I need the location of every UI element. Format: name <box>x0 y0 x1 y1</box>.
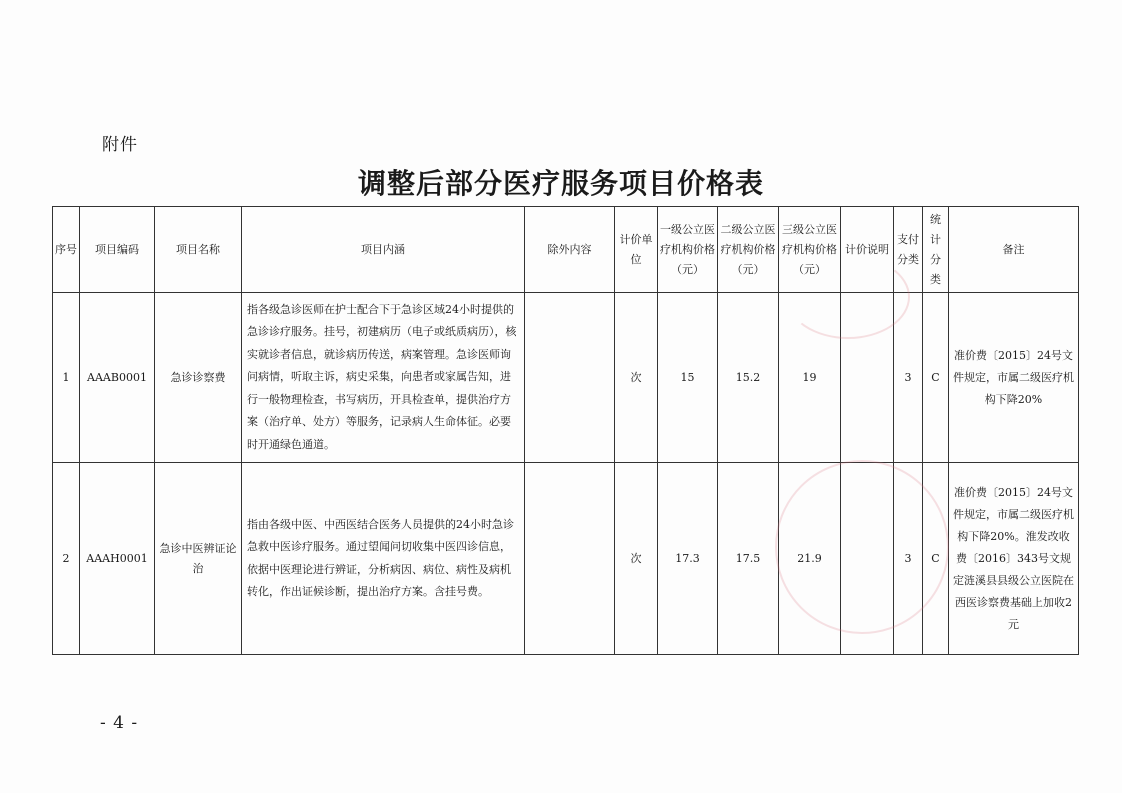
header-pricing-note: 计价说明 <box>841 207 894 293</box>
cell-stat-class: C <box>923 463 949 655</box>
cell-exclusions <box>525 293 615 463</box>
cell-price-level3: 21.9 <box>779 463 841 655</box>
table-row <box>53 293 1079 463</box>
header-seq: 序号 <box>53 207 80 293</box>
cell-unit: 次 <box>615 293 658 463</box>
cell-exclusions <box>525 463 615 655</box>
cell-price-level2: 15.2 <box>718 293 779 463</box>
cell-pricing-note <box>841 463 894 655</box>
cell-name: 急诊诊察费 <box>155 293 242 463</box>
cell-pricing-note <box>841 293 894 463</box>
cell-price-level1: 17.3 <box>658 463 718 655</box>
table-header-row <box>53 207 1079 293</box>
page-title: 调整后部分医疗服务项目价格表 <box>357 167 764 200</box>
cell-content: 指由各级中医、中西医结合医务人员提供的24小时急诊急救中医诊疗服务。通过望闻问切收集中医四诊信息，依据中医理论进行辨证，分析病因、病位、病性及病机转化，作出证候诊断，提出治疗方案。含挂号费。 <box>242 463 525 655</box>
header-price-level2: 二级公立医疗机构价格（元） <box>718 207 779 293</box>
header-price-level3: 三级公立医疗机构价格（元） <box>779 207 841 293</box>
header-payment-class: 支付分类 <box>894 207 923 293</box>
cell-unit: 次 <box>615 463 658 655</box>
attachment-label: 附件 <box>102 135 138 155</box>
cell-code: AAAH0001 <box>80 463 155 655</box>
header-unit: 计价单位 <box>615 207 658 293</box>
cell-price-level3: 19 <box>779 293 841 463</box>
cell-name: 急诊中医辨证论治 <box>155 463 242 655</box>
header-code: 项目编码 <box>80 207 155 293</box>
price-table <box>52 206 1079 655</box>
cell-remark: 准价费〔2015〕24号文件规定，市属二级医疗机构下降20%。淮发改收费〔2016〕343号文规定涟溪县县级公立医院在西医诊察费基础上加收2元 <box>949 463 1079 655</box>
cell-price-level2: 17.5 <box>718 463 779 655</box>
header-stat-class: 统计分类 <box>923 207 949 293</box>
page-number: - 4 - <box>100 713 139 733</box>
cell-stat-class: C <box>923 293 949 463</box>
cell-price-level1: 15 <box>658 293 718 463</box>
cell-seq: 2 <box>53 463 80 655</box>
cell-payment-class: 3 <box>894 293 923 463</box>
cell-seq: 1 <box>53 293 80 463</box>
cell-payment-class: 3 <box>894 463 923 655</box>
header-name: 项目名称 <box>155 207 242 293</box>
header-price-level1: 一级公立医疗机构价格（元） <box>658 207 718 293</box>
header-exclusions: 除外内容 <box>525 207 615 293</box>
cell-content: 指各级急诊医师在护士配合下于急诊区域24小时提供的急诊诊疗服务。挂号，初建病历（电子或纸质病历），核实就诊者信息，就诊病历传送，病案管理。急诊医师询问病情，听取主诉，病史采集，向患者或家属告知，进行一般物理检查，书写病历，开具检查单，提供治疗方案（治疗单、处方）等服务，记录病人生命体征。必要时开通绿色通道。 <box>242 293 525 463</box>
cell-code: AAAB0001 <box>80 293 155 463</box>
header-remark: 备注 <box>949 207 1079 293</box>
table-row <box>53 463 1079 655</box>
cell-remark: 准价费〔2015〕24号文件规定，市属二级医疗机构下降20% <box>949 293 1079 463</box>
header-content: 项目内涵 <box>242 207 525 293</box>
